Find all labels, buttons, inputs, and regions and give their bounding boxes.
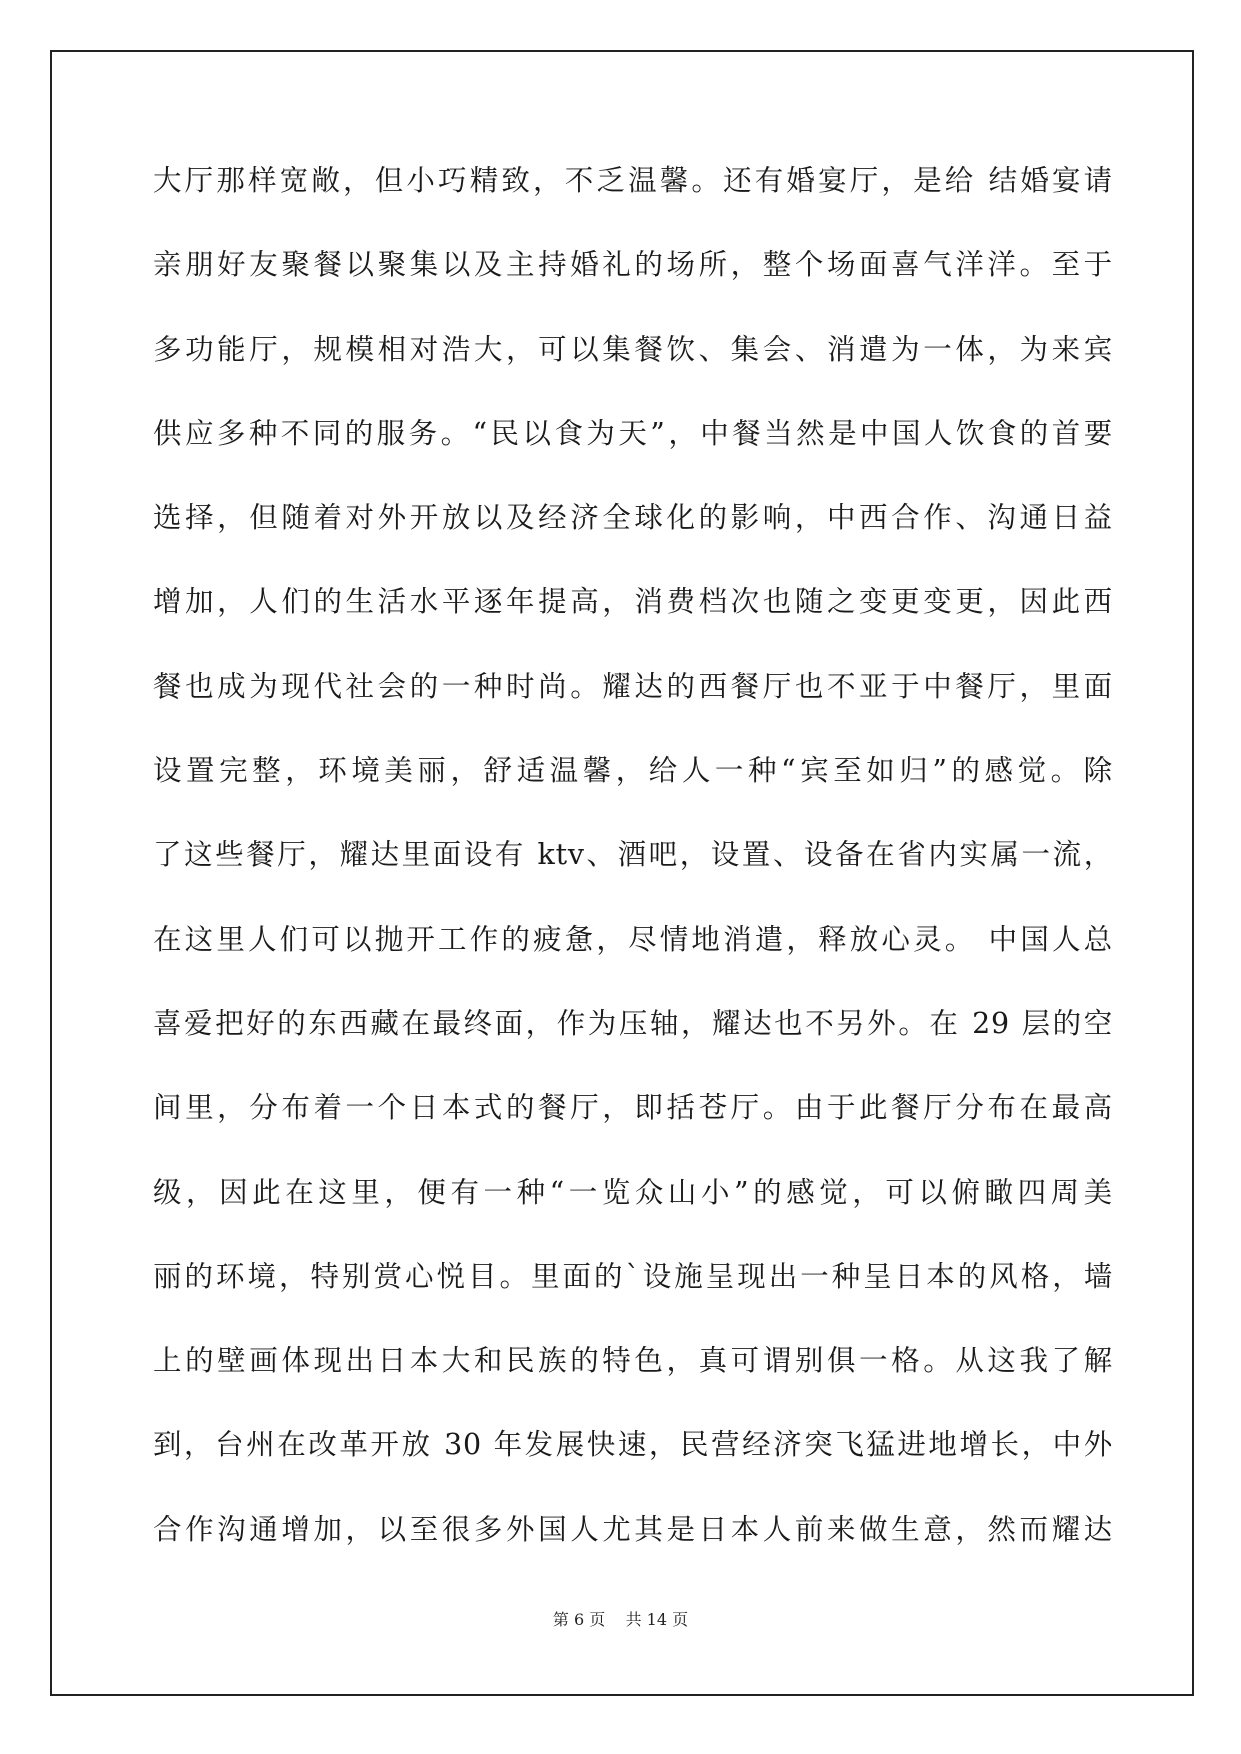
body-text (153, 163, 1113, 1596)
text-line: 亲朋好友聚餐以聚集以及主持婚礼的场所，整个场面喜气洋洋。至于 (153, 248, 1113, 282)
text-line: 在这里人们可以抛开工作的疲惫，尽情地消遣，释放心灵。 中国人总 (153, 922, 1113, 956)
text-line: 丽的环境，特别赏心悦目。里面的`设施呈现出一种呈日本的风格，墙 (153, 1259, 1113, 1293)
text-line: 多功能厅，规模相对浩大，可以集餐饮、集会、消遣为一体，为来宾 (153, 332, 1113, 366)
text-line: 选择，但随着对外开放以及经济全球化的影响，中西合作、沟通日益 (153, 501, 1113, 535)
text-line: 设置完整，环境美丽，舒适温馨，给人一种“宾至如归”的感觉。除 (153, 754, 1113, 788)
text-line: 大厅那样宽敞，但小巧精致，不乏温馨。还有婚宴厅，是给 结婚宴请 (153, 164, 1113, 197)
text-line: 增加，人们的生活水平逐年提高，消费档次也随之变更变更，因此西 (153, 585, 1113, 619)
text-line: 了这些餐厅，耀达里面设有 ktv、酒吧，设置、设备在省内实属一流， (153, 838, 1113, 872)
text-line: 喜爱把好的东西藏在最终面，作为压轴，耀达也不另外。在 29 层的空 (153, 1006, 1113, 1040)
text-line: 餐也成为现代社会的一种时尚。耀达的西餐厅也不亚于中餐厅，里面 (153, 669, 1113, 703)
page-number-footer: 第 6 页 共 14 页 (552, 1610, 689, 1629)
text-line: 级，因此在这里，便有一种“一览众山小”的感觉，可以俯瞰四周美 (153, 1175, 1113, 1209)
text-line: 上的壁画体现出日本大和民族的特色，真可谓别俱一格。从这我了解 (153, 1344, 1113, 1378)
text-line: 合作沟通增加，以至很多外国人尤其是日本人前来做生意，然而耀达 (153, 1512, 1113, 1546)
text-line: 供应多种不同的服务。“民以食为天”，中餐当然是中国人饮食的首要 (153, 416, 1113, 450)
text-line: 到，台州在改革开放 30 年发展快速，民营经济突飞猛进地增长，中外 (153, 1428, 1113, 1462)
text-line: 间里，分布着一个日本式的餐厅，即括苍厅。由于此餐厅分布在最高 (153, 1091, 1113, 1125)
